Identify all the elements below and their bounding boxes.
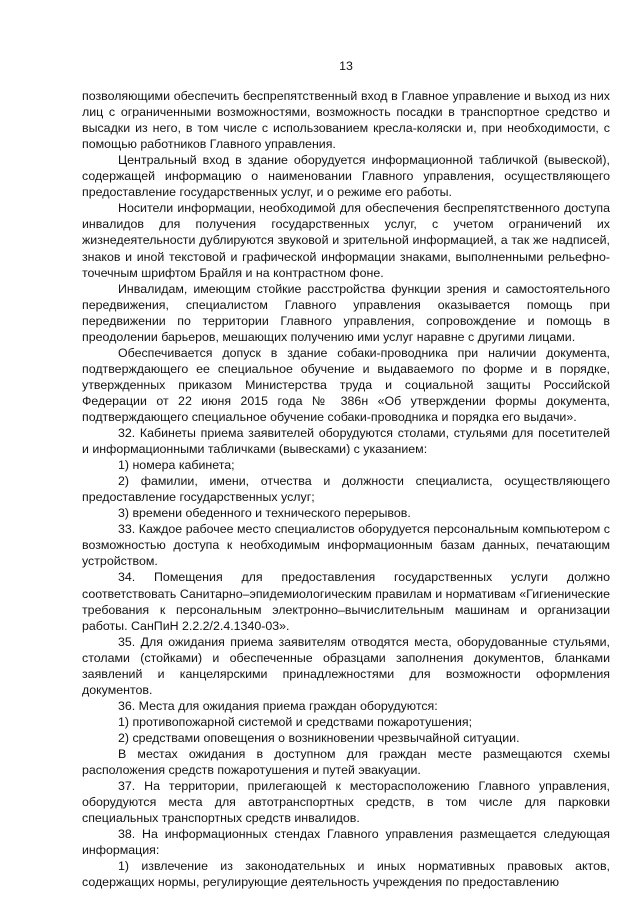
paragraph: 2) фамилии, имени, отчества и должности специалиста, осуществляющего предоставление государственных услуг; [82, 474, 610, 505]
document-body [82, 88, 610, 890]
paragraph: 3) времени обеденного и технического перерывов. [118, 506, 411, 521]
paragraph: 1) номера кабинета; [118, 458, 235, 473]
paragraph: 32. Кабинеты приема заявителей оборудуются столами, стульями для посетителей и информационными табличками (вывесками) с указанием: [82, 426, 610, 457]
paragraph: Инвалидам, имеющим стойкие расстройства функции зрения и самостоятельного передвижения, специалистом Главного управления оказывается помощь при передвижении по территории Главного управления, сопровождение и помощь в преодолении барьеров, мешающих получению ими услуг наравне с другими лицами. [82, 281, 610, 344]
paragraph: 35. Для ожидания приема заявителям отводятся места, оборудованные стульями, столами (стойками) и обеспеченные образцами заполнения документов, бланками заявлений и канцелярскими принадлежностями для возможности оформления документов. [82, 634, 610, 697]
paragraph: 34. Помещения для предоставления государственных услуги должно соответствовать Санитарно–эпидемиологическим правилам и нормативам «Гигиенические требования к персональным электронно–вычислительным машинам и организации работы. СанПиН 2.2.2/2.4.1340-03». [82, 570, 610, 633]
paragraph: 1) извлечение из законодательных и иных нормативных правовых актов, содержащих нормы, регулирующие деятельность учреждения по предоставлению [82, 859, 610, 890]
paragraph: 1) противопожарной системой и средствами пожаротушения; [118, 714, 473, 729]
paragraph: 37. На территории, прилегающей к месторасположению Главного управления, оборудуются места для автотранспортных средств, в том числе для парковки специальных транспортных средств инвалидов. [82, 779, 610, 826]
paragraph: Носители информации, необходимой для обеспечения беспрепятственного доступа инвалидов для получения государственных услуг, с учетом ограничений их жизнедеятельности дублируются звуковой и зрительной информацией, а так же надписей, знаков и иной текстовой и графической информации знаками, выполненными рельефно-точечным шрифтом Брайля и на контрастном фоне. [82, 201, 610, 280]
page-number: 13 [339, 59, 353, 73]
paragraph: позволяющими обеспечить беспрепятственный вход в Главное управление и выход из них лиц с ограниченными возможностями, возможность посадки в транспортное средство и высадки из него, в том числе с использованием кресла-коляски и, при необходимости, с помощью работников Главного управления. [82, 89, 610, 152]
paragraph: 36. Места для ожидания приема граждан оборудуются: [118, 698, 438, 713]
paragraph: Обеспечивается допуск в здание собаки-проводника при наличии документа, подтверждающего ее специальное обучение и выдаваемого по форме и в порядке, утвержденных приказом Министерства труда и социальной защиты Российской Федерации от 22 июня 2015 года № 386н «Об утверждении формы документа, подтверждающего специальное обучение собаки-проводника и порядка его выдачи». [82, 345, 610, 424]
document-page [82, 58, 610, 890]
paragraph: В местах ожидания в доступном для граждан месте размещаются схемы расположения средств пожаротушения и путей эвакуации. [82, 746, 610, 778]
paragraph: 2) средствами оповещения о возникновении чрезвычайной ситуации. [118, 730, 520, 745]
paragraph: 38. На информационных стендах Главного управления размещается следующая информация: [82, 827, 610, 858]
paragraph: 33. Каждое рабочее место специалистов оборудуется персональным компьютером с возможностью доступа к необходимым информационным базам данных, печатающим устройством. [82, 522, 610, 569]
paragraph: Центральный вход в здание оборудуется информационной табличкой (вывеской), содержащей информацию о наименовании Главного управления, осуществляющего предоставление государственных услуг, и о режиме его работы. [82, 153, 610, 200]
